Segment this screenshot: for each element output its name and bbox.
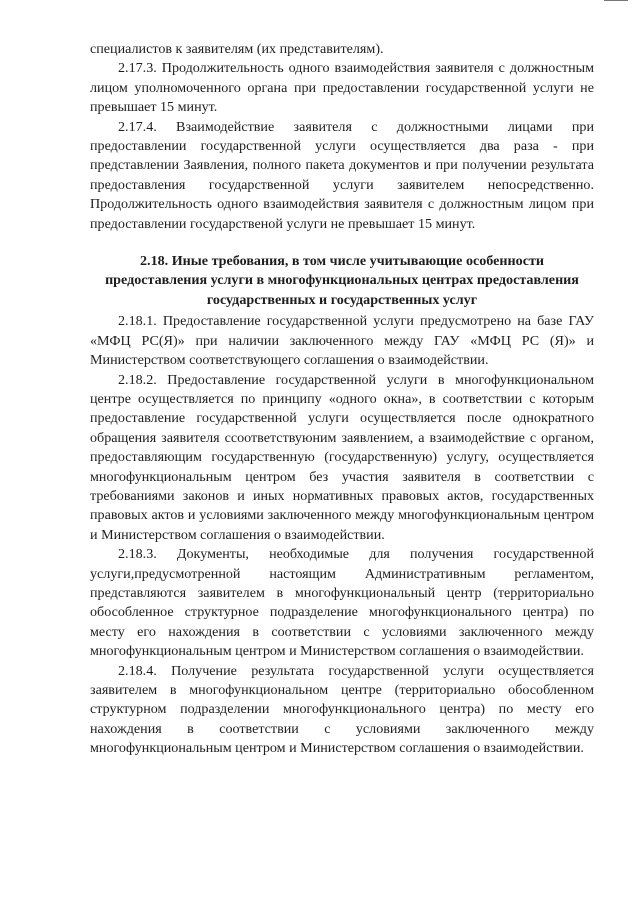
paragraph-continuation: специалистов к заявителям (их представителям). [90,41,384,57]
paragraph-2-18-2: 2.18.2. Предоставление государственной услуги в многофункциональном центре осуществляется по принципу «одного окна», в соответствии с которым предоставление государственной услуги осуществляется после однократного обращения заявителя ссоответствуюним заявлением, а взаимодействие с органом, предоставляющим государственную (государственную) услугу, осуществляется многофункциональным центром без участия заявителя в соответствии с требованиями законов и иных нормативных правовых актов, государственных правовых актов и условиями заключенного между многофункциональным центром и Министерством соглашения о взаимодействии. [90,371,594,543]
paragraph-2-18-3: 2.18.3. Документы, необходимые для получения государственной услуги,предусмотренной настоящим Административным регламентом, представляются заявителем в многофункциональный центр (территориально обособленное структурное подразделение многофункционального центра) по месту его нахождения в соответствии с условиями заключенного между многофункциональным центром и Министерством соглашения о взаимодействии. [90,546,594,660]
paragraph-2-18-4: 2.18.4. Получение результата государственной услуги осуществляется заявителем в многофункциональном центре (территориально обособленном структурном подразделении многофункционального центра) по месту его нахождения в соответствии с условиями заключенного между многофункциональным центром и Министерством соглашения о взаимодействии. [90,662,594,757]
paragraph-2-18-1: 2.18.1. Предоставление государственной услуги предусмотрено на базе ГАУ «МФЦ РС(Я)» при наличии заключенного между ГАУ «МФЦ РС (Я)» и Министерством соответствующего соглашения о взаимодействии. [90,313,594,369]
section-heading-2-18: 2.18. Иные требования, в том числе учитывающие особенности предоставления услуги в многофункциональных центрах предоставления государственных и государственных услуг [105,253,579,308]
section-spacer [90,234,594,252]
paragraph-2-17-3: 2.17.3. Продолжительность одного взаимодействия заявителя с должностным лицом уполномоченного органа при предоставлении государственной услуги не превышает 15 минут. [90,60,594,116]
scan-edge-mark [604,0,628,4]
paragraph-2-17-4: 2.17.4. Взаимодействие заявителя с должностными лицами при предоставлении государственной услуги осуществляется два раза - при представлении Заявления, полного пакета документов и при получении результата предоставления государственной услуги заявителем непосредственно. Продолжительность одного взаимодействия заявителя с должностным лицом при предоставлении государственой услуги не превышает 15 минут. [90,118,594,232]
